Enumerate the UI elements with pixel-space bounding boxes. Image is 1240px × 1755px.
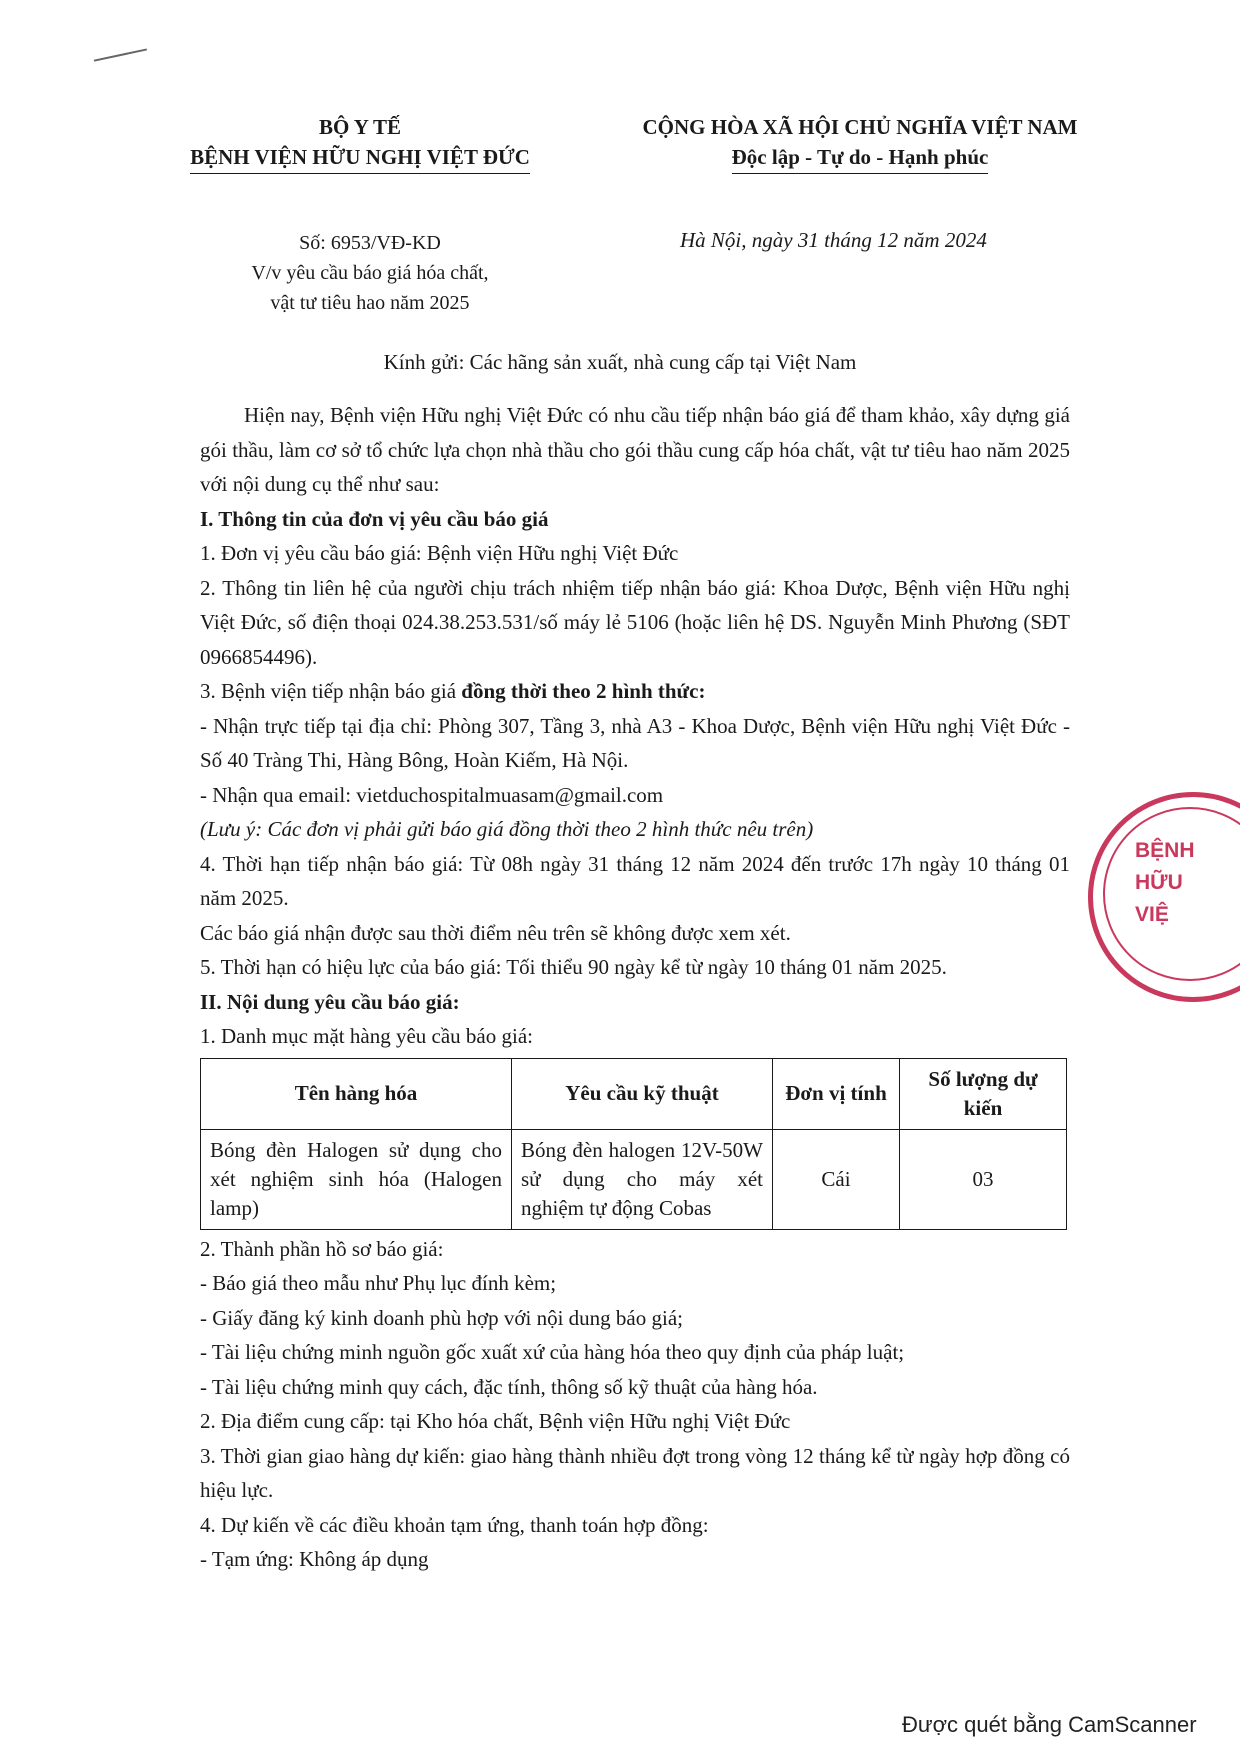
header-item-name: Tên hàng hóa bbox=[201, 1058, 512, 1129]
document-body bbox=[200, 398, 1070, 1577]
items-table bbox=[200, 1058, 1067, 1230]
section-1-item-3-note: (Lưu ý: Các đơn vị phải gửi báo giá đồng thời theo 2 hình thức nêu trên) bbox=[200, 817, 814, 841]
section-1-title: I. Thông tin của đơn vị yêu cầu báo giá bbox=[200, 506, 549, 531]
cell-item-name: Bóng đèn Halogen sử dụng cho xét nghiệm sinh hóa (Halogen lamp) bbox=[201, 1129, 512, 1229]
section-1-item-3-direct: - Nhận trực tiếp tại địa chỉ: Phòng 307, Tầng 3, nhà A3 - Khoa Dược, Bệnh viện Hữu nghị Việt Đức - Số 40 Tràng Thi, Hàng Bông, Hoàn Kiếm, Hà Nội. bbox=[200, 713, 1070, 772]
stamp-text: BỆNH HỮU VIỆ bbox=[1135, 839, 1195, 926]
delivery-time: 3. Thời gian giao hàng dự kiến: giao hàng thành nhiều đợt trong vòng 12 tháng kể từ ngày hợp đồng có hiệu lực. bbox=[200, 1443, 1070, 1502]
document-subject-line-2: vật tư tiêu hao năm 2025 bbox=[270, 292, 470, 314]
hospital-name: BỆNH VIỆN HỮU NGHỊ VIỆT ĐỨC bbox=[190, 142, 530, 174]
table-row bbox=[201, 1129, 1067, 1229]
item-3-bold: đồng thời theo 2 hình thức: bbox=[461, 679, 706, 703]
national-header bbox=[610, 112, 1110, 174]
country-name: CỘNG HÒA XÃ HỘI CHỦ NGHĨA VIỆT NAM bbox=[642, 115, 1078, 139]
ministry-name: BỘ Y TẾ bbox=[318, 115, 402, 139]
section-1-item-5: 5. Thời hạn có hiệu lực của báo giá: Tối thiểu 90 ngày kể từ ngày 10 tháng 01 năm 2025. bbox=[200, 955, 947, 979]
supply-location: 2. Địa điểm cung cấp: tại Kho hóa chất, Bệnh viện Hữu nghị Việt Đức bbox=[200, 1409, 791, 1433]
header-unit: Đơn vị tính bbox=[773, 1058, 900, 1129]
recipient-line: Kính gửi: Các hãng sản xuất, nhà cung cấp tại Việt Nam bbox=[383, 350, 857, 374]
section-1-item-3 bbox=[200, 674, 1070, 709]
section-1-item-3-email: - Nhận qua email: vietduchospitalmuasam@gmail.com bbox=[200, 782, 664, 807]
payment-terms-title: 4. Dự kiến về các điều khoản tạm ứng, thanh toán hợp đồng: bbox=[200, 1512, 709, 1537]
docs-title: 2. Thành phần hồ sơ báo giá: bbox=[200, 1236, 444, 1261]
national-motto: Độc lập - Tự do - Hạnh phúc bbox=[732, 142, 989, 174]
docs-item: - Báo giá theo mẫu như Phụ lục đính kèm; bbox=[200, 1271, 557, 1295]
official-stamp bbox=[1088, 792, 1240, 1002]
cell-technical-requirements: Bóng đèn halogen 12V-50W sử dụng cho máy xét nghiệm tự động Cobas bbox=[512, 1129, 773, 1229]
issuer-header bbox=[140, 112, 580, 174]
section-1-item-4: 4. Thời hạn tiếp nhận báo giá: Từ 08h ngày 31 tháng 12 năm 2024 đến trước 17h ngày 10 tháng 01 năm 2025. bbox=[200, 851, 1070, 910]
section-2-list-title: 1. Danh mục mặt hàng yêu cầu báo giá: bbox=[200, 1024, 533, 1048]
document-date: Hà Nội, ngày 31 tháng 12 năm 2024 bbox=[680, 228, 987, 252]
docs-item: - Tài liệu chứng minh quy cách, đặc tính, thông số kỹ thuật của hàng hóa. bbox=[200, 1374, 818, 1399]
section-1-item-1: 1. Đơn vị yêu cầu báo giá: Bệnh viện Hữu nghị Việt Đức bbox=[200, 541, 679, 565]
docs-item: - Giấy đăng ký kinh doanh phù hợp với nội dung báo giá; bbox=[200, 1305, 683, 1330]
cell-unit: Cái bbox=[773, 1129, 900, 1229]
document-reference bbox=[220, 228, 520, 318]
header-technical-requirements: Yêu cầu kỹ thuật bbox=[512, 1058, 773, 1129]
docs-item: - Tài liệu chứng minh nguồn gốc xuất xứ của hàng hóa theo quy định của pháp luật; bbox=[200, 1340, 905, 1364]
section-2-title: II. Nội dung yêu cầu báo giá: bbox=[200, 989, 460, 1014]
header-quantity: Số lượng dự kiến bbox=[900, 1058, 1067, 1129]
intro-paragraph: Hiện nay, Bệnh viện Hữu nghị Việt Đức có nhu cầu tiếp nhận báo giá để tham khảo, xây dựng giá gói thầu, làm cơ sở tổ chức lựa chọn nhà thầu cho gói thầu cung cấp hóa chất, vật tư tiêu hao năm 2025 với nội dung cụ thể như sau: bbox=[200, 403, 1070, 496]
item-3-prefix: 3. Bệnh viện tiếp nhận báo giá bbox=[200, 679, 462, 703]
document-subject-line-1: V/v yêu cầu báo giá hóa chất, bbox=[251, 262, 489, 284]
advance-payment: - Tạm ứng: Không áp dụng bbox=[200, 1547, 429, 1571]
document-number: Số: 6953/VĐ-KD bbox=[299, 232, 441, 254]
table-header-row bbox=[201, 1058, 1067, 1129]
section-1-item-2: 2. Thông tin liên hệ của người chịu trách nhiệm tiếp nhận báo giá: Khoa Dược, Bệnh viện Hữu nghị Việt Đức, số điện thoại 024.38.253.531/số máy lẻ 5106 (hoặc liên hệ DS. Nguyễn Minh Phương (SĐT 0966854496). bbox=[200, 575, 1070, 669]
cell-quantity: 03 bbox=[900, 1129, 1067, 1229]
pen-mark bbox=[94, 48, 148, 67]
section-1-item-4-note: Các báo giá nhận được sau thời điểm nêu trên sẽ không được xem xét. bbox=[200, 920, 791, 945]
scanner-watermark: Được quét bằng CamScanner bbox=[902, 1712, 1197, 1737]
